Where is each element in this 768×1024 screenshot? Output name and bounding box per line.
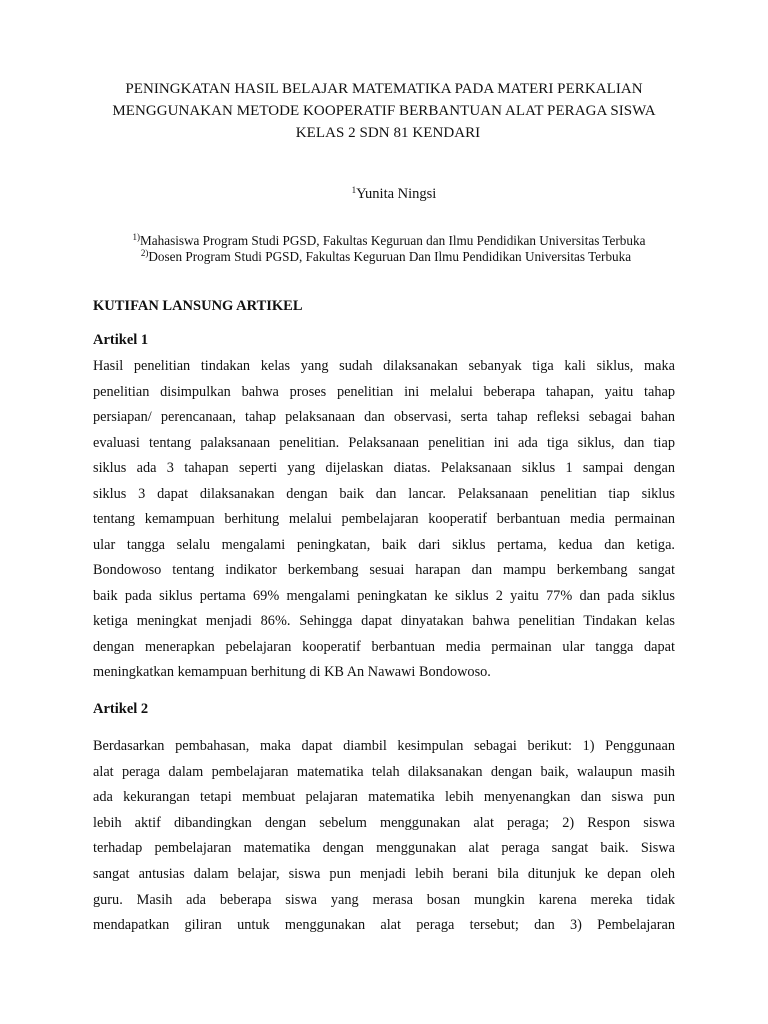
title-line: MENGGUNAKAN METODE KOOPERATIF BERBANTUAN ALAT PERAGA SISWA (112, 103, 656, 119)
article-1-paragraph (93, 354, 675, 686)
paragraph-line: Hasil penelitian tindakan kelas yang sudah dilaksanakan sebanyak tiga kali siklus, maka (93, 358, 675, 374)
paragraph-line: penelitian disimpulkan bahwa proses penelitian ini melalui beberapa tahapan, yaitu tahap (93, 383, 675, 400)
paragraph-line: persiapan/ perencanaan, tahap pelaksanaan dan observasi, serta tahap refleksi sebagai bahan (93, 409, 675, 425)
affiliation-line (0, 249, 768, 265)
paragraph-line: ada kekurangan tetapi membuat pelajaran matematika lebih menyenangkan dan siswa pun (93, 789, 675, 806)
paragraph-line: terhadap pembelajaran matematika dengan menggunakan alat peraga sangat baik. Siswa (93, 840, 675, 857)
affiliation-marker: 2) (140, 248, 149, 258)
paragraph-line: sangat antusias dalam belajar, siswa pun menjadi lebih berani bila ditunjuk ke depan oleh (93, 865, 675, 882)
paragraph-line: Berdasarkan pembahasan, maka dapat diambil kesimpulan sebagai berikut: 1) Penggunaan (93, 738, 675, 754)
paragraph-line: Bondowoso tentang indikator berkembang sesuai harapan dan mampu berkembang sangat (93, 562, 675, 578)
affiliations (0, 233, 768, 265)
title-line: KELAS 2 SDN 81 KENDARI (295, 125, 481, 141)
paragraph-line: siklus 3 dapat dilaksanakan dengan baik dan lancar. Pelaksanaan penelitian tiap siklus (93, 485, 675, 502)
paragraph-line: mendapatkan giliran untuk menggunakan alat peraga tersebut; dan 3) Pembelajaran (93, 917, 675, 934)
paragraph-line: evaluasi tentang palaksanaan penelitian. Pelaksanaan penelitian ini ada tiga siklus, dan tiap (93, 434, 675, 451)
section-heading: KUTIFAN LANSUNG ARTIKEL (93, 298, 303, 314)
paragraph-line: lebih aktif dibandingkan dengan sebelum menggunakan alat peraga; 2) Respon siswa (93, 814, 675, 831)
paragraph-line: dengan menerapkan pebelajaran kooperatif berbantuan media permainan ular tangga dapat (93, 638, 675, 655)
article-1-heading: Artikel 1 (93, 332, 149, 348)
paragraph-line: tentang kemampuan berhitung melalui pembelajaran kooperatif berbantuan media permainan (93, 511, 675, 527)
author-line (0, 186, 768, 203)
paragraph-line: meningkatkan kemampuan berhitung di KB An Nawawi Bondowoso. (93, 664, 491, 680)
affiliation-text: Dosen Program Studi PGSD, Fakultas Keguruan Dan Ilmu Pendidikan Universitas Terbuka (148, 249, 632, 264)
article-2-heading: Artikel 2 (93, 701, 149, 717)
paragraph-line: guru. Masih ada beberapa siswa yang merasa bosan mungkin karena mereka tidak (93, 891, 675, 908)
author-marker: 1 (351, 185, 357, 195)
title-line: PENINGKATAN HASIL BELAJAR MATEMATIKA PADA MATERI PERKALIAN (125, 81, 643, 97)
affiliation-marker: 1) (132, 232, 141, 242)
affiliation-line (0, 233, 768, 249)
article-title (60, 78, 708, 144)
paragraph-line: ular tangga selalu mengalami peningkatan, baik dari siklus pertama, kedua dan ketiga. (93, 536, 675, 553)
author-name: Yunita Ningsi (356, 186, 437, 202)
paragraph-line: siklus ada 3 tahapan seperti yang dijelaskan diatas. Pelaksanaan siklus 1 sampai dengan (93, 460, 675, 476)
affiliation-text: Mahasiswa Program Studi PGSD, Fakultas Keguruan dan Ilmu Pendidikan Universitas Terbuka (140, 233, 646, 248)
paragraph-line: baik pada siklus pertama 69% mengalami peningkatan ke siklus 2 yaitu 77% dan pada siklus (93, 587, 675, 604)
article-2-paragraph (93, 734, 675, 939)
paragraph-line: alat peraga dalam pembelajaran matematika telah dilaksanakan dengan baik, walaupun masih (93, 763, 675, 780)
paragraph-line: ketiga meningkat menjadi 86%. Sehingga dapat dinyatakan bahwa penelitian Tindakan kelas (93, 613, 675, 629)
